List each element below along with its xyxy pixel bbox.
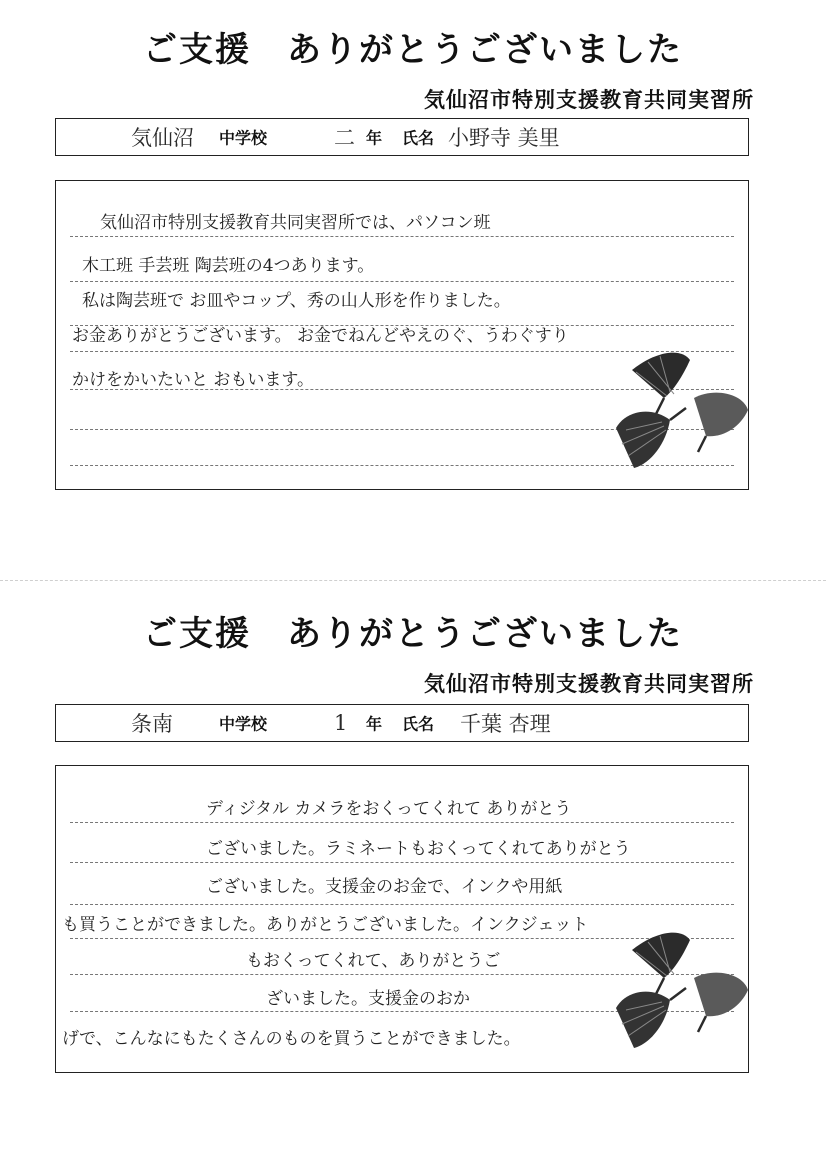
message-line: 気仙沼市特別支援教育共同実習所では、パソコン班: [100, 213, 491, 233]
ruled-line: [70, 904, 734, 905]
grade-label: 年: [366, 714, 383, 734]
message-line: お金ありがとうございます。 お金でねんどやえのぐ、うわぐすり: [72, 326, 569, 346]
ruled-line: [70, 822, 734, 823]
message-line: もおくってくれて、ありがとうご: [246, 951, 501, 971]
ruled-line: [70, 281, 734, 282]
grade-value: 1: [334, 711, 348, 735]
ginkgo-leaf-icon: [616, 353, 748, 468]
ruled-line: [70, 236, 734, 237]
message-line: 私は陶芸班で お皿やコップ、秀の山人形を作りました。: [82, 291, 511, 311]
message-line: ございました。ラミネートもおくってくれてありがとう: [206, 839, 631, 859]
student-info-row: [55, 704, 749, 742]
school-name: 気仙沼: [131, 126, 194, 150]
student-info-row: [55, 118, 749, 156]
card-divider: [0, 580, 826, 581]
message-line: ディジタル カメラをおくってくれて ありがとう: [206, 799, 572, 819]
school-label: 中学校: [219, 128, 268, 148]
organization-name: 気仙沼市特別支援教育共同実習所: [424, 88, 754, 112]
ginkgo-leaf-icon: [616, 933, 748, 1048]
card-heading: ご支援 ありがとうございました: [143, 30, 683, 70]
student-name: 小野寺 美里: [448, 126, 560, 150]
school-label: 中学校: [219, 714, 268, 734]
school-name: 条南: [131, 712, 173, 736]
student-name: 千葉 杏理: [460, 712, 551, 736]
message-line: ございました。支援金のお金で、インクや用紙: [206, 877, 563, 897]
name-label: 氏名: [402, 128, 435, 148]
ginkgo-leaf-icon: [612, 348, 762, 488]
thank-you-card-2: [0, 590, 826, 1151]
organization-name: 気仙沼市特別支援教育共同実習所: [424, 672, 754, 696]
grade-label: 年: [366, 128, 383, 148]
card-heading: ご支援 ありがとうございました: [143, 614, 683, 654]
message-line: かけをかいたいと おもいます。: [72, 370, 315, 390]
message-line: 木工班 手芸班 陶芸班の4つあります。: [82, 256, 375, 276]
grade-value: 二: [334, 126, 355, 150]
message-line: げで、こんなにもたくさんのものを買うことができました。: [62, 1029, 521, 1049]
ruled-line: [70, 862, 734, 863]
message-line: も買うことができました。ありがとうございました。インクジェット: [62, 915, 589, 935]
ginkgo-leaf-icon: [612, 928, 762, 1068]
message-line: ざいました。支援金のおか: [266, 989, 470, 1009]
name-label: 氏名: [402, 714, 435, 734]
